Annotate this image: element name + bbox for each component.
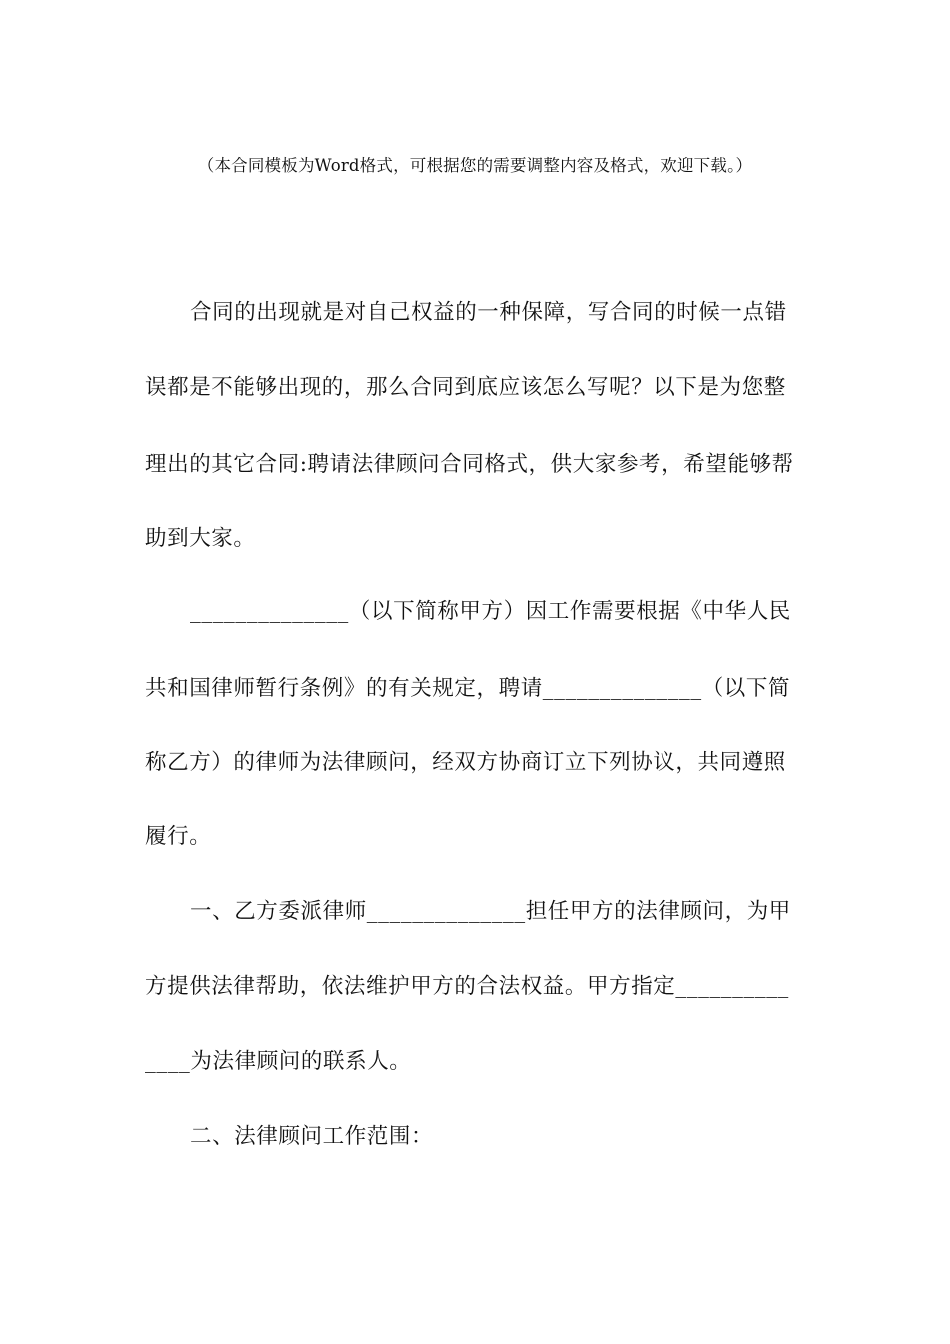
paragraph-line: 理出的其它合同:聘请法律顾问合同格式，供大家参考，希望能够帮 bbox=[145, 452, 794, 477]
paragraph-line: ______________（以下简称甲方）因工作需要根据《中华人民 bbox=[190, 599, 791, 624]
paragraph-line: 称乙方）的律师为法律顾问，经双方协商订立下列协议，共同遵照 bbox=[145, 750, 786, 775]
clause-line: 方提供法律帮助，依法维护甲方的合法权益。甲方指定__________ bbox=[145, 974, 789, 999]
paragraph-line: 合同的出现就是对自己权益的一种保障，写合同的时候一点错 bbox=[190, 300, 787, 325]
section-heading: 二、法律顾问工作范围： bbox=[190, 1124, 434, 1149]
paragraph-line: 共和国律师暂行条例》的有关规定，聘请______________（以下简 bbox=[145, 676, 791, 701]
paragraph-line: 助到大家。 bbox=[145, 526, 256, 551]
paragraph-line: 履行。 bbox=[145, 824, 212, 849]
clause-line: 一、乙方委派律师______________担任甲方的法律顾问，为甲 bbox=[190, 899, 791, 924]
clause-line: ____为法律顾问的联系人。 bbox=[145, 1049, 412, 1074]
template-note: （本合同模板为Word格式，可根据您的需要调整内容及格式，欢迎下载。） bbox=[197, 156, 753, 175]
paragraph-line: 误都是不能够出现的，那么合同到底应该怎么写呢？以下是为您整 bbox=[145, 375, 786, 400]
